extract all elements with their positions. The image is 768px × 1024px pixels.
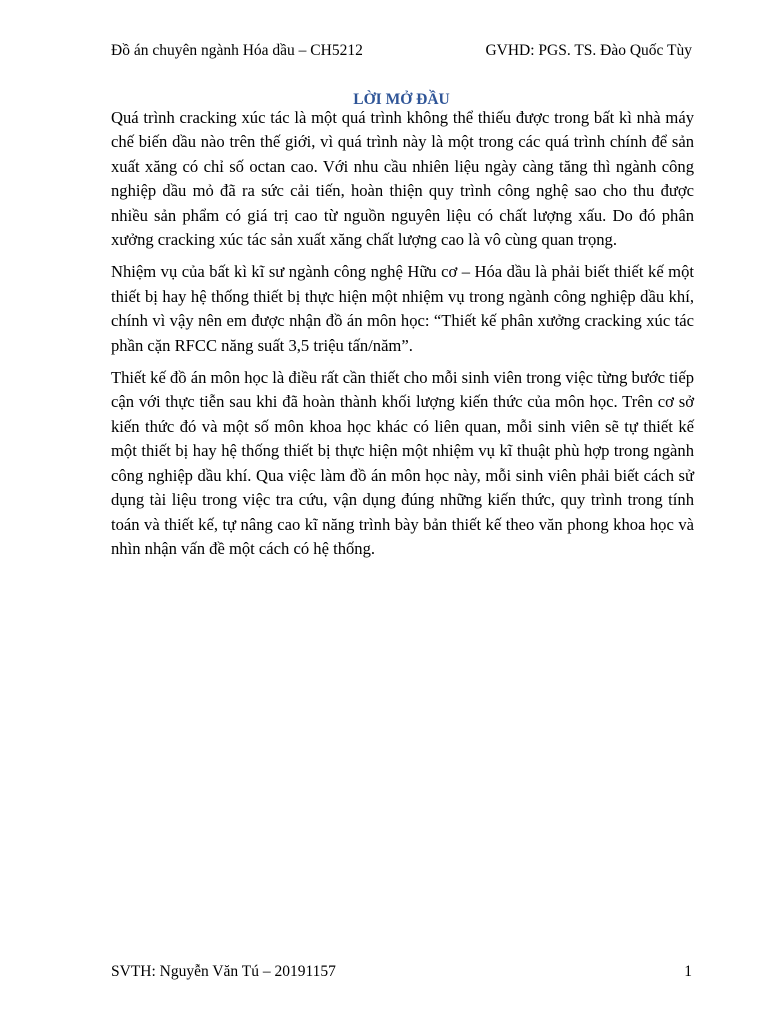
page-number: 1: [684, 963, 692, 980]
page-footer: [111, 962, 692, 982]
paragraph: Quá trình cracking xúc tác là một quá trình không thể thiếu được trong bất kì nhà máy chế biến dầu nào trên thế giới, vì quá trình này là một trong các quá trình chính để sản xuất xăng có chỉ số octan cao. Với nhu cầu nhiên liệu ngày càng tăng thì ngành công nghiệp dầu mỏ đã ra sức cải tiến, hoàn thiện quy trình công nghệ sao cho thu được nhiều sản phẩm có giá trị cao từ nguồn nguyên liệu có chất lượng xấu. Do đó phân xưởng cracking xúc tác sản xuất xăng chất lượng cao là vô cùng quan trọng.: [111, 108, 694, 250]
document-body: [111, 106, 694, 569]
paragraph: Thiết kế đồ án môn học là điều rất cần thiết cho mỗi sinh viên trong việc từng bước tiếp cận với thực tiễn sau khi đã hoàn thành khối lượng kiến thức của môn học. Trên cơ sở kiến thức đó và một số môn khoa học khác có liên quan, mỗi sinh viên sẽ tự thiết kế một thiết bị hay hệ thống thiết bị thực hiện một nhiệm vụ kĩ thuật phù hợp trong ngành công nghiệp dầu khí. Qua việc làm đồ án môn học này, mỗi sinh viên phải biết cách sử dụng tài liệu trong việc tra cứu, vận dụng đúng những kiến thức, quy trình trong tính toán và thiết kế, tự nâng cao kĩ năng trình bày bản thiết kế theo văn phong khoa học và nhìn nhận vấn đề một cách có hệ thống.: [111, 368, 694, 558]
section-title: LỜI MỞ ĐẦU: [353, 91, 450, 108]
footer-student: SVTH: Nguyễn Văn Tú – 20191157: [111, 963, 336, 980]
header-supervisor: GVHD: PGS. TS. Đào Quốc Tùy: [485, 42, 692, 59]
header-course-title: Đồ án chuyên ngành Hóa dầu – CH5212: [111, 42, 363, 59]
paragraph: Nhiệm vụ của bất kì kĩ sư ngành công nghệ Hữu cơ – Hóa dầu là phải biết thiết kế một thiết bị hay hệ thống thiết bị thực hiện một nhiệm vụ trong ngành công nghiệp dầu khí, chính vì vậy nên em được nhận đồ án môn học: “Thiết kế phân xưởng cracking xúc tác phần cặn RFCC năng suất 3,5 triệu tấn/năm”.: [111, 262, 694, 355]
page-header: [111, 41, 692, 61]
